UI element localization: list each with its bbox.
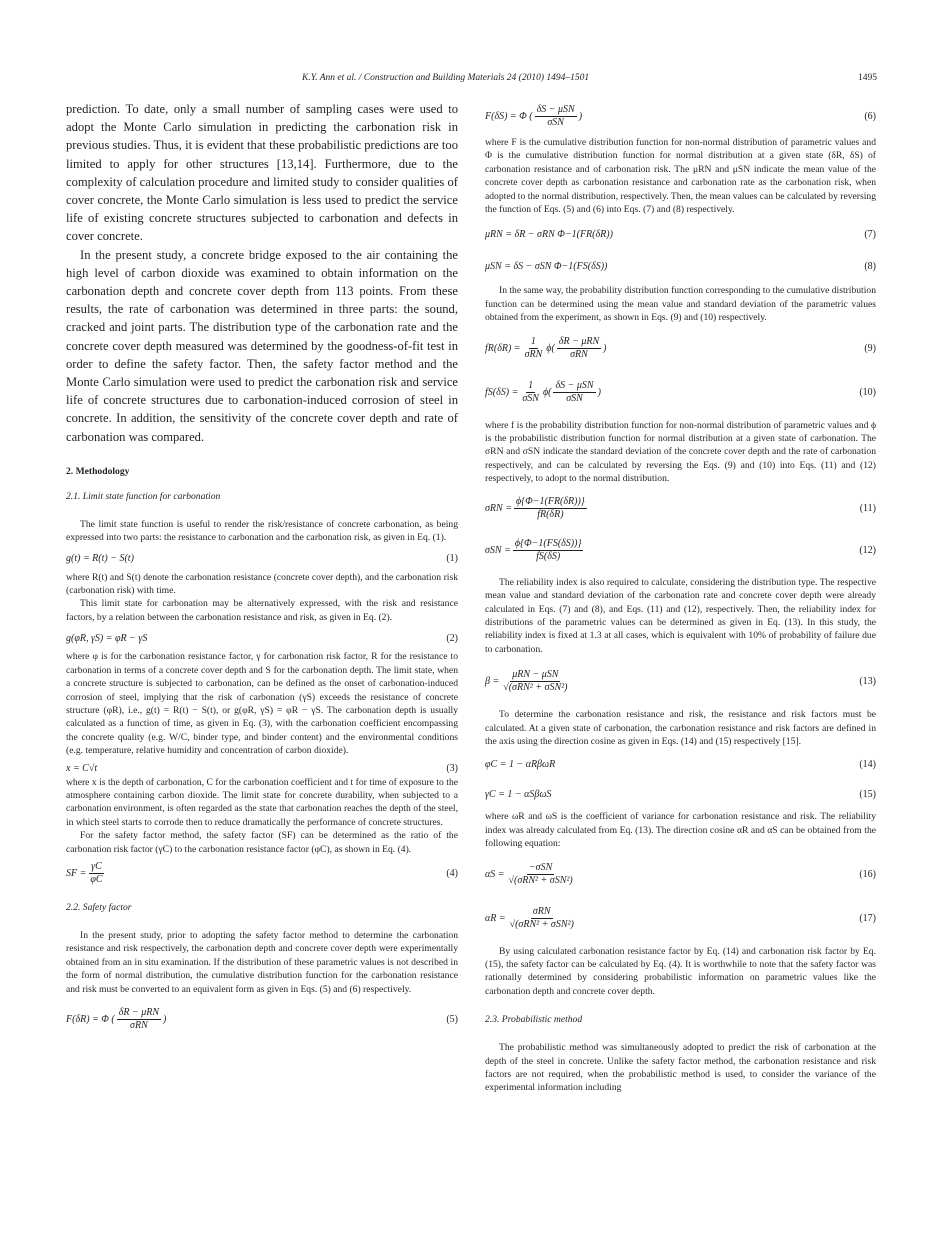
body-paragraph: The reliability index is also required to calculate, considering the distribution type. The respective mean value and standard deviation of the carbonation rate and concrete cover depth were already calculated in Eqs. (7) and (8), and Eqs. (11) and (12), respectively. Then, the reliability index for distributions of the parametric values can be determined as given in Eq. (13). In this study, the reliability index is fixed at 1.3 at all cases, which is equivalent with 10% of probability of failure due to carbonation.	[485, 576, 876, 655]
body-paragraph: where ωR and ωS is the coefficient of variance for carbonation resistance and risk. The reliability index was already calculated from Eq. (13). The direction cosine αR and αS can be obtained from the following equation:	[485, 811, 876, 850]
equation: g(φR, γS) = φR − γS (2)	[66, 632, 458, 644]
equation: σRN = $\frac{\phi\{\Phi-1(FR(\delta R))\}}{fR(\delta R)}$ (11)	[485, 496, 876, 521]
equation: φC = 1 − αRβωR (14)	[485, 758, 876, 770]
body-paragraph: For the safety factor method, the safety factor (SF) can be determined as the ratio of the carbonation risk factor (γC) to the carbonation resistance factor (φC), as shown in Eq. (4).	[66, 830, 458, 855]
intro-paragraph: In the present study, a concrete bridge exposed to the air containing the high level of carbon dioxide was examined to obtain information on the carbonation depth and concrete cover depth from 113 points. From these results, the rate of carbonation was determined in three parts: the sound, cracked and joint parts. The distribution type of the carbonation rate and the concrete cover depth measured was determined by the goodness-of-fit test in order to define the safety factor. Then, the safety factor method and the Monte Carlo simulation were used to predict the carbonation risk and service life of concrete structures due to carbonation-induced corrosion of steel in concrete. In addition, the sensitivity of the concrete cover depth and rate of carbonation was compared.	[66, 247, 458, 444]
subsection-heading: 2.2. Safety factor	[66, 901, 132, 913]
body-paragraph: In the same way, the probability distribution function corresponding to the cumulative distribution function can be determined using the mean value and standard deviation of the parametric values obtained from the experiment, as shown in Eqs. (9) and (10) respectively.	[485, 285, 876, 324]
equation: αR = $\frac{\text{σRN}}{\text{√(σRN² + σSN²)}}$ (17)	[485, 906, 876, 931]
equation: F(δS) = Φ ( $\frac{\text{δS − μSN}}{\text{σSN}}$ ) (6)	[485, 103, 876, 128]
equation: g(t) = R(t) − S(t) (1)	[66, 553, 458, 565]
equation: σSN = $\frac{\phi\{\Phi-1(FS(\delta S))\}}{fS(\delta S)}$ (12)	[485, 538, 876, 563]
body-paragraph: This limit state for carbonation may be alternatively expressed, with the risk and resistance factors, by a relation between the carbonation resistance and risk, as given in Eq. (2).	[66, 598, 458, 623]
journal-citation: K.Y. Ann et al. / Construction and Building Materials 24 (2010) 1494–1501	[302, 73, 590, 83]
body-paragraph: By using calculated carbonation resistance factor by Eq. (14) and carbonation risk factor by Eq. (15), the safety factor can be calculated by Eq. (4). It is worthwhile to note that the safety factor was rationally determined by considering probabilistic information on parametric values like the carbonation depth and concrete cover depth.	[485, 945, 876, 997]
equation: SF = $\frac{\gamma C}{\varphi C}$ (4)	[66, 861, 458, 886]
body-paragraph: To determine the carbonation resistance and risk, the resistance and risk factors must be calculated. At a given state of carbonation, the carbonation resistance and risk factors are defined in the axis using the direction cosine as given in Eqs. (14) and (15) respectively [15].	[485, 709, 876, 747]
subsection-heading: 2.1. Limit state function for carbonation	[66, 490, 221, 502]
running-header	[0, 73, 925, 87]
equation: F(δR) = Φ ( $\frac{\text{δR − μRN}}{\text{σRN}}$ ) (5)	[66, 1006, 458, 1031]
body-paragraph: where φ is for the carbonation resistance factor, γ for carbonation risk factor, R for the resistance to carbonation in terms of a concrete cover depth and S for the carbonation depth. The limit state, when a concrete structure is subjected to carbonation, can be defined as the onset of carbonation-induced corrosion of steel, implying that the risk of carbonation (γS) exceeds the resistance of concrete structure (φR), i.e., g(t) = R(t) − S(t), or g(φR, γS) = φR − γS. The carbonation depth is usually calculated as a function of time, as given in Eq. (3), with the carbonation coefficient encompassing the concrete quality (e.g. W/C, binder type, and binder content) and the environmental conditions (e.g. temperature, relative humidity and concentration of carbon dioxide).	[66, 651, 458, 757]
left-column	[66, 100, 458, 1034]
body-paragraph: The limit state function is useful to render the risk/resistance of concrete carbonation, as being expressed into two parts: the resistance to carbonation and the carbonation risk, as given in Eq. (1).	[66, 518, 458, 544]
intro-paragraph: prediction. To date, only a small number of sampling cases were used to adopt the Monte Carlo simulation in predicting the carbonation risk in previous studies. Thus, it is evident that these probabilistic predictions are too limited to apply for other structures [13,14]. Furthermore, due to the complexity of calculation procedure and limited study to consider qualities of cover concrete, the Monte Carlo simulation is less used to predict the service life of existing concrete structures subjected to carbonation and defects in cover concrete.	[66, 102, 458, 244]
body-paragraph: The probabilistic method was simultaneously adopted to predict the risk of carbonation at the depth of the steel in concrete. Unlike the safety factor method, the carbonation resistance and risk factors are not required, when the probabilistic method is used, to consider the variance of the experimental information including	[485, 1042, 876, 1094]
equation: μRN = δR − σRN Φ−1(FR(δR)) (7)	[485, 228, 876, 240]
body-paragraph: where R(t) and S(t) denote the carbonation resistance (concrete cover depth), and the carbonation risk (carbonation risk) with time.	[66, 571, 458, 597]
equation: αS = $\frac{\text{−σSN}}{\text{√(σRN² + σSN²)}}$ (16)	[485, 862, 876, 887]
equation: x = C√t (3)	[66, 762, 458, 774]
body-paragraph: where F is the cumulative distribution function for non-normal distribution of parametric values and Φ is the cumulative distribution function for normal distribution at a given state (δR, δS) of carbonation resistance and of carbonation risk. The μRN and μSN indicate the mean value of the concrete cover depth as carbonation resistance and carbonation rate as the carbonation risk, when adopted to the normal distribution, respectively. Then, the mean values can be calculated by reversing the function of Eqs. (5) and (6) into Eqs. (7) and (8) respectively.	[485, 137, 876, 216]
page-number: 1495	[858, 73, 877, 83]
subsection-heading: 2.3. Probabilistic method	[485, 1014, 583, 1026]
section-heading: 2. Methodology	[66, 465, 130, 477]
equation: μSN = δS − σSN Φ−1(FS(δS)) (8)	[485, 260, 876, 272]
body-paragraph: where f is the probability distribution function for non-normal distribution of parametric values and ϕ is the probabilistic distribution function for normal distribution at a given state of carbonation. The σRN and σSN indicate the standard deviation of the concrete cover depth and the rate of carbonation respectively, and can be calculated by reversing the Eqs. (9) and (10) into Eqs. (11) and (12) respectively, to adopt to the normal distribution.	[485, 419, 876, 485]
right-column	[485, 100, 876, 1095]
equation: fS(δS) = $\frac{1}{\text{σSN}}$ ϕ( $\frac{\text{δS − μSN}}{\text{σSN}}$ ) (10)	[485, 380, 876, 405]
body-paragraph: where x is the depth of carbonation, C for the carbonation coefficient and t for time of exposure to the atmosphere containing carbon dioxide. The limit state for concrete durability, when subjected to a carbonation environment, is often regarded as the state that carbonation reaches the depth of the steel, in which steel starts to corrode then to reduce dramatically the performance of concrete structures.	[66, 776, 458, 828]
body-paragraph: In the present study, prior to adopting the safety factor method to determine the carbonation resistance and risk respectively, the carbonation depth and concrete cover depth were experimentally obtained from an in situ examination. If the distribution of these parametric values is not described in the form of normal distribution, the cumulative distribution function for the carbonation resistance and risk must be converted to an equivalent form as given in Eqs. (5) and (6) respectively.	[66, 929, 458, 995]
equation: γC = 1 − αSβωS (15)	[485, 788, 876, 800]
equation: fR(δR) = $\frac{1}{\text{σRN}}$ ϕ( $\frac{\text{δR − μRN}}{\text{σRN}}$ ) (9)	[485, 336, 876, 361]
equation: β = $\frac{\text{μRN − μSN}}{\text{√(σRN² + σSN²)}}$ (13)	[485, 668, 876, 693]
